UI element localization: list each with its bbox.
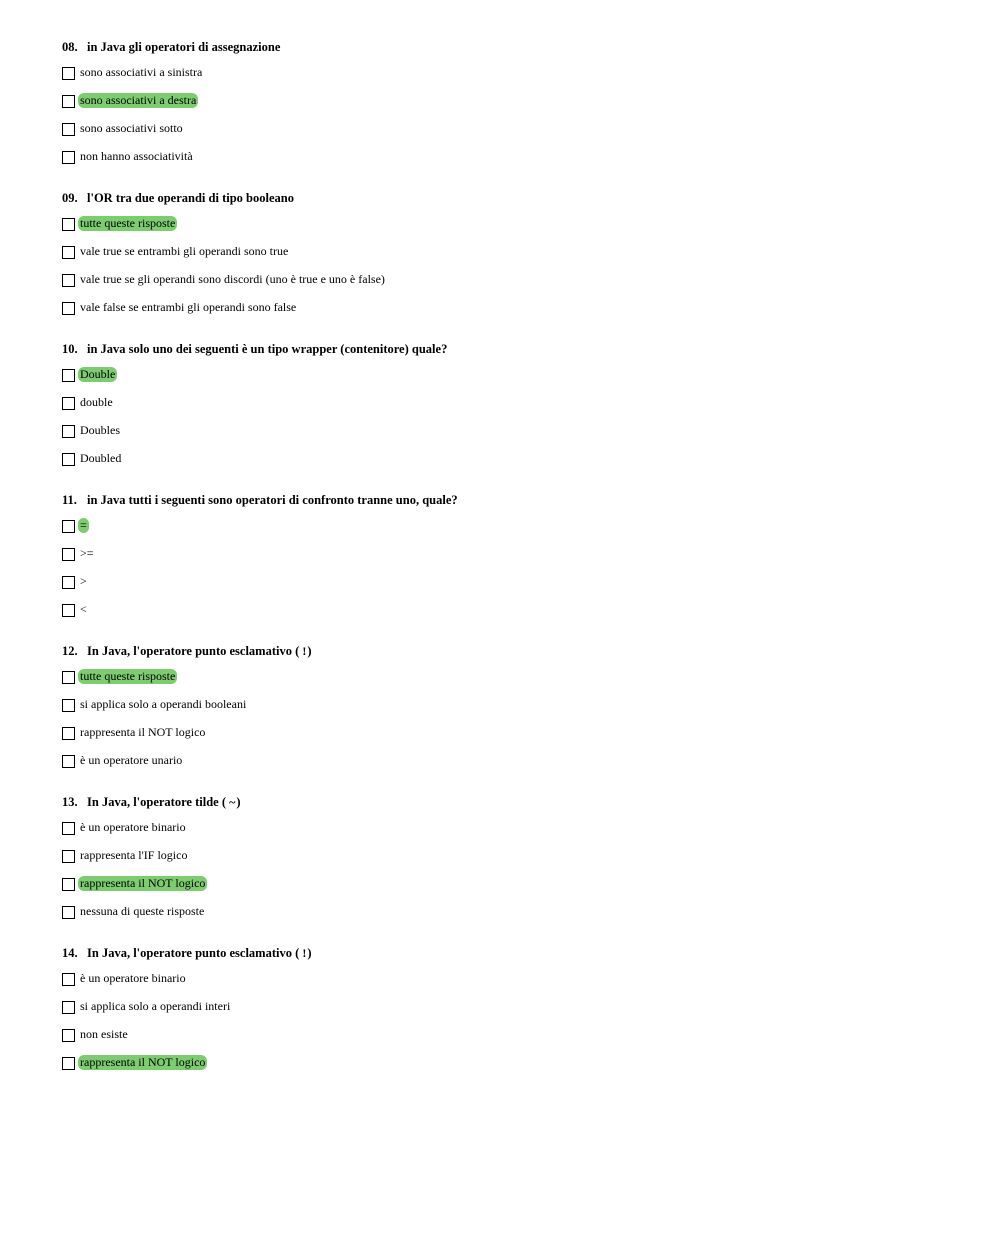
answer-checkbox[interactable]	[62, 671, 75, 684]
answer-label: nessuna di queste risposte	[80, 904, 205, 918]
answer-checkbox[interactable]	[62, 1057, 75, 1070]
answer-label: double	[80, 395, 113, 409]
answer-label: rappresenta l'IF logico	[80, 848, 188, 862]
question-title	[62, 490, 962, 510]
answer-checkbox[interactable]	[62, 850, 75, 863]
answer-label: Doubles	[80, 423, 120, 437]
question-text: In Java, l'operatore punto esclamativo (	[87, 644, 300, 658]
answer-label: si applica solo a operandi booleani	[80, 697, 247, 711]
question-number: 14.	[62, 946, 78, 960]
question-11	[62, 490, 962, 641]
answer-label: >=	[80, 546, 94, 560]
answer-checkbox[interactable]	[62, 699, 75, 712]
question-14	[62, 943, 962, 1094]
answer-option[interactable]	[62, 300, 962, 328]
answer-checkbox[interactable]	[62, 246, 75, 259]
answer-option[interactable]	[62, 395, 962, 423]
question-title	[62, 943, 962, 963]
answer-label: rappresenta il NOT logico	[80, 725, 206, 739]
answer-option[interactable]	[62, 244, 962, 272]
answer-label: <	[80, 602, 87, 616]
correct-answer-label: =	[80, 518, 87, 532]
answer-option[interactable]	[62, 904, 962, 932]
answer-checkbox[interactable]	[62, 878, 75, 891]
question-suffix: )	[236, 795, 241, 809]
answer-checkbox[interactable]	[62, 425, 75, 438]
answer-label: >	[80, 574, 87, 588]
answer-checkbox[interactable]	[62, 369, 75, 382]
question-text: In Java, l'operatore tilde (	[87, 795, 226, 809]
answer-option[interactable]	[62, 820, 962, 848]
answer-list	[62, 367, 962, 479]
quiz-document	[62, 37, 962, 1094]
answer-option[interactable]	[62, 1055, 962, 1083]
question-number: 09.	[62, 191, 78, 205]
answer-checkbox[interactable]	[62, 520, 75, 533]
question-10	[62, 339, 962, 490]
operator-symbol: !	[302, 946, 308, 960]
answer-option[interactable]	[62, 65, 962, 93]
answer-checkbox[interactable]	[62, 727, 75, 740]
answer-list	[62, 65, 962, 177]
answer-checkbox[interactable]	[62, 1001, 75, 1014]
answer-label: non hanno associatività	[80, 149, 193, 163]
question-number: 10.	[62, 342, 78, 356]
answer-label: sono associativi a sinistra	[80, 65, 203, 79]
operator-symbol: ~	[229, 795, 237, 809]
answer-option[interactable]	[62, 451, 962, 479]
question-13	[62, 792, 962, 943]
question-text: l'OR tra due operandi di tipo booleano	[87, 191, 294, 205]
answer-option[interactable]	[62, 518, 962, 546]
answer-checkbox[interactable]	[62, 1029, 75, 1042]
answer-checkbox[interactable]	[62, 302, 75, 315]
answer-option[interactable]	[62, 272, 962, 300]
answer-option[interactable]	[62, 574, 962, 602]
question-number: 08.	[62, 40, 78, 54]
answer-checkbox[interactable]	[62, 604, 75, 617]
answer-label: è un operatore unario	[80, 753, 183, 767]
answer-option[interactable]	[62, 546, 962, 574]
question-title	[62, 188, 962, 208]
question-08	[62, 37, 962, 188]
answer-option[interactable]	[62, 999, 962, 1027]
answer-checkbox[interactable]	[62, 67, 75, 80]
question-number: 12.	[62, 644, 78, 658]
answer-checkbox[interactable]	[62, 906, 75, 919]
answer-checkbox[interactable]	[62, 576, 75, 589]
correct-answer-label: tutte queste risposte	[80, 216, 176, 230]
answer-option[interactable]	[62, 971, 962, 999]
question-text: in Java gli operatori di assegnazione	[87, 40, 281, 54]
question-suffix: )	[307, 644, 312, 658]
answer-list	[62, 971, 962, 1083]
answer-label: non esiste	[80, 1027, 128, 1041]
answer-option[interactable]	[62, 602, 962, 630]
answer-option[interactable]	[62, 149, 962, 177]
answer-option[interactable]	[62, 367, 962, 395]
question-text: in Java tutti i seguenti sono operatori di confronto tranne uno, quale?	[87, 493, 458, 507]
answer-label: sono associativi sotto	[80, 121, 183, 135]
question-title	[62, 37, 962, 57]
answer-option[interactable]	[62, 121, 962, 149]
question-number: 13.	[62, 795, 78, 809]
answer-option[interactable]	[62, 423, 962, 451]
correct-answer-label: Double	[80, 367, 116, 381]
answer-checkbox[interactable]	[62, 453, 75, 466]
answer-list	[62, 216, 962, 328]
answer-list	[62, 669, 962, 781]
answer-label: si applica solo a operandi interi	[80, 999, 231, 1013]
answer-option[interactable]	[62, 216, 962, 244]
correct-answer-label: rappresenta il NOT logico	[80, 1055, 206, 1069]
answer-label: è un operatore binario	[80, 971, 186, 985]
answer-label: Doubled	[80, 451, 122, 465]
answer-option[interactable]	[62, 753, 962, 781]
answer-list	[62, 820, 962, 932]
question-title	[62, 339, 962, 359]
question-title	[62, 792, 962, 812]
answer-checkbox[interactable]	[62, 822, 75, 835]
answer-checkbox[interactable]	[62, 397, 75, 410]
answer-list	[62, 518, 962, 630]
answer-option[interactable]	[62, 697, 962, 725]
operator-symbol: !	[302, 644, 308, 658]
answer-option[interactable]	[62, 93, 962, 121]
answer-label: vale true se entrambi gli operandi sono true	[80, 244, 289, 258]
answer-option[interactable]	[62, 1027, 962, 1055]
answer-checkbox[interactable]	[62, 548, 75, 561]
answer-label: è un operatore binario	[80, 820, 186, 834]
correct-answer-label: tutte queste risposte	[80, 669, 176, 683]
question-text: in Java solo uno dei seguenti è un tipo wrapper (contenitore) quale?	[87, 342, 448, 356]
answer-checkbox[interactable]	[62, 95, 75, 108]
question-text: In Java, l'operatore punto esclamativo (	[87, 946, 300, 960]
question-title	[62, 641, 962, 661]
question-12	[62, 641, 962, 792]
answer-option[interactable]	[62, 876, 962, 904]
answer-option[interactable]	[62, 848, 962, 876]
correct-answer-label: sono associativi a destra	[80, 93, 197, 107]
answer-checkbox[interactable]	[62, 973, 75, 986]
question-number: 11.	[62, 493, 77, 507]
answer-checkbox[interactable]	[62, 123, 75, 136]
answer-checkbox[interactable]	[62, 218, 75, 231]
answer-option[interactable]	[62, 725, 962, 753]
answer-label: vale true se gli operandi sono discordi (uno è true e uno è false)	[80, 272, 385, 286]
answer-checkbox[interactable]	[62, 151, 75, 164]
correct-answer-label: rappresenta il NOT logico	[80, 876, 206, 890]
answer-checkbox[interactable]	[62, 755, 75, 768]
question-suffix: )	[307, 946, 312, 960]
answer-label: vale false se entrambi gli operandi sono false	[80, 300, 297, 314]
answer-checkbox[interactable]	[62, 274, 75, 287]
question-09	[62, 188, 962, 339]
answer-option[interactable]	[62, 669, 962, 697]
